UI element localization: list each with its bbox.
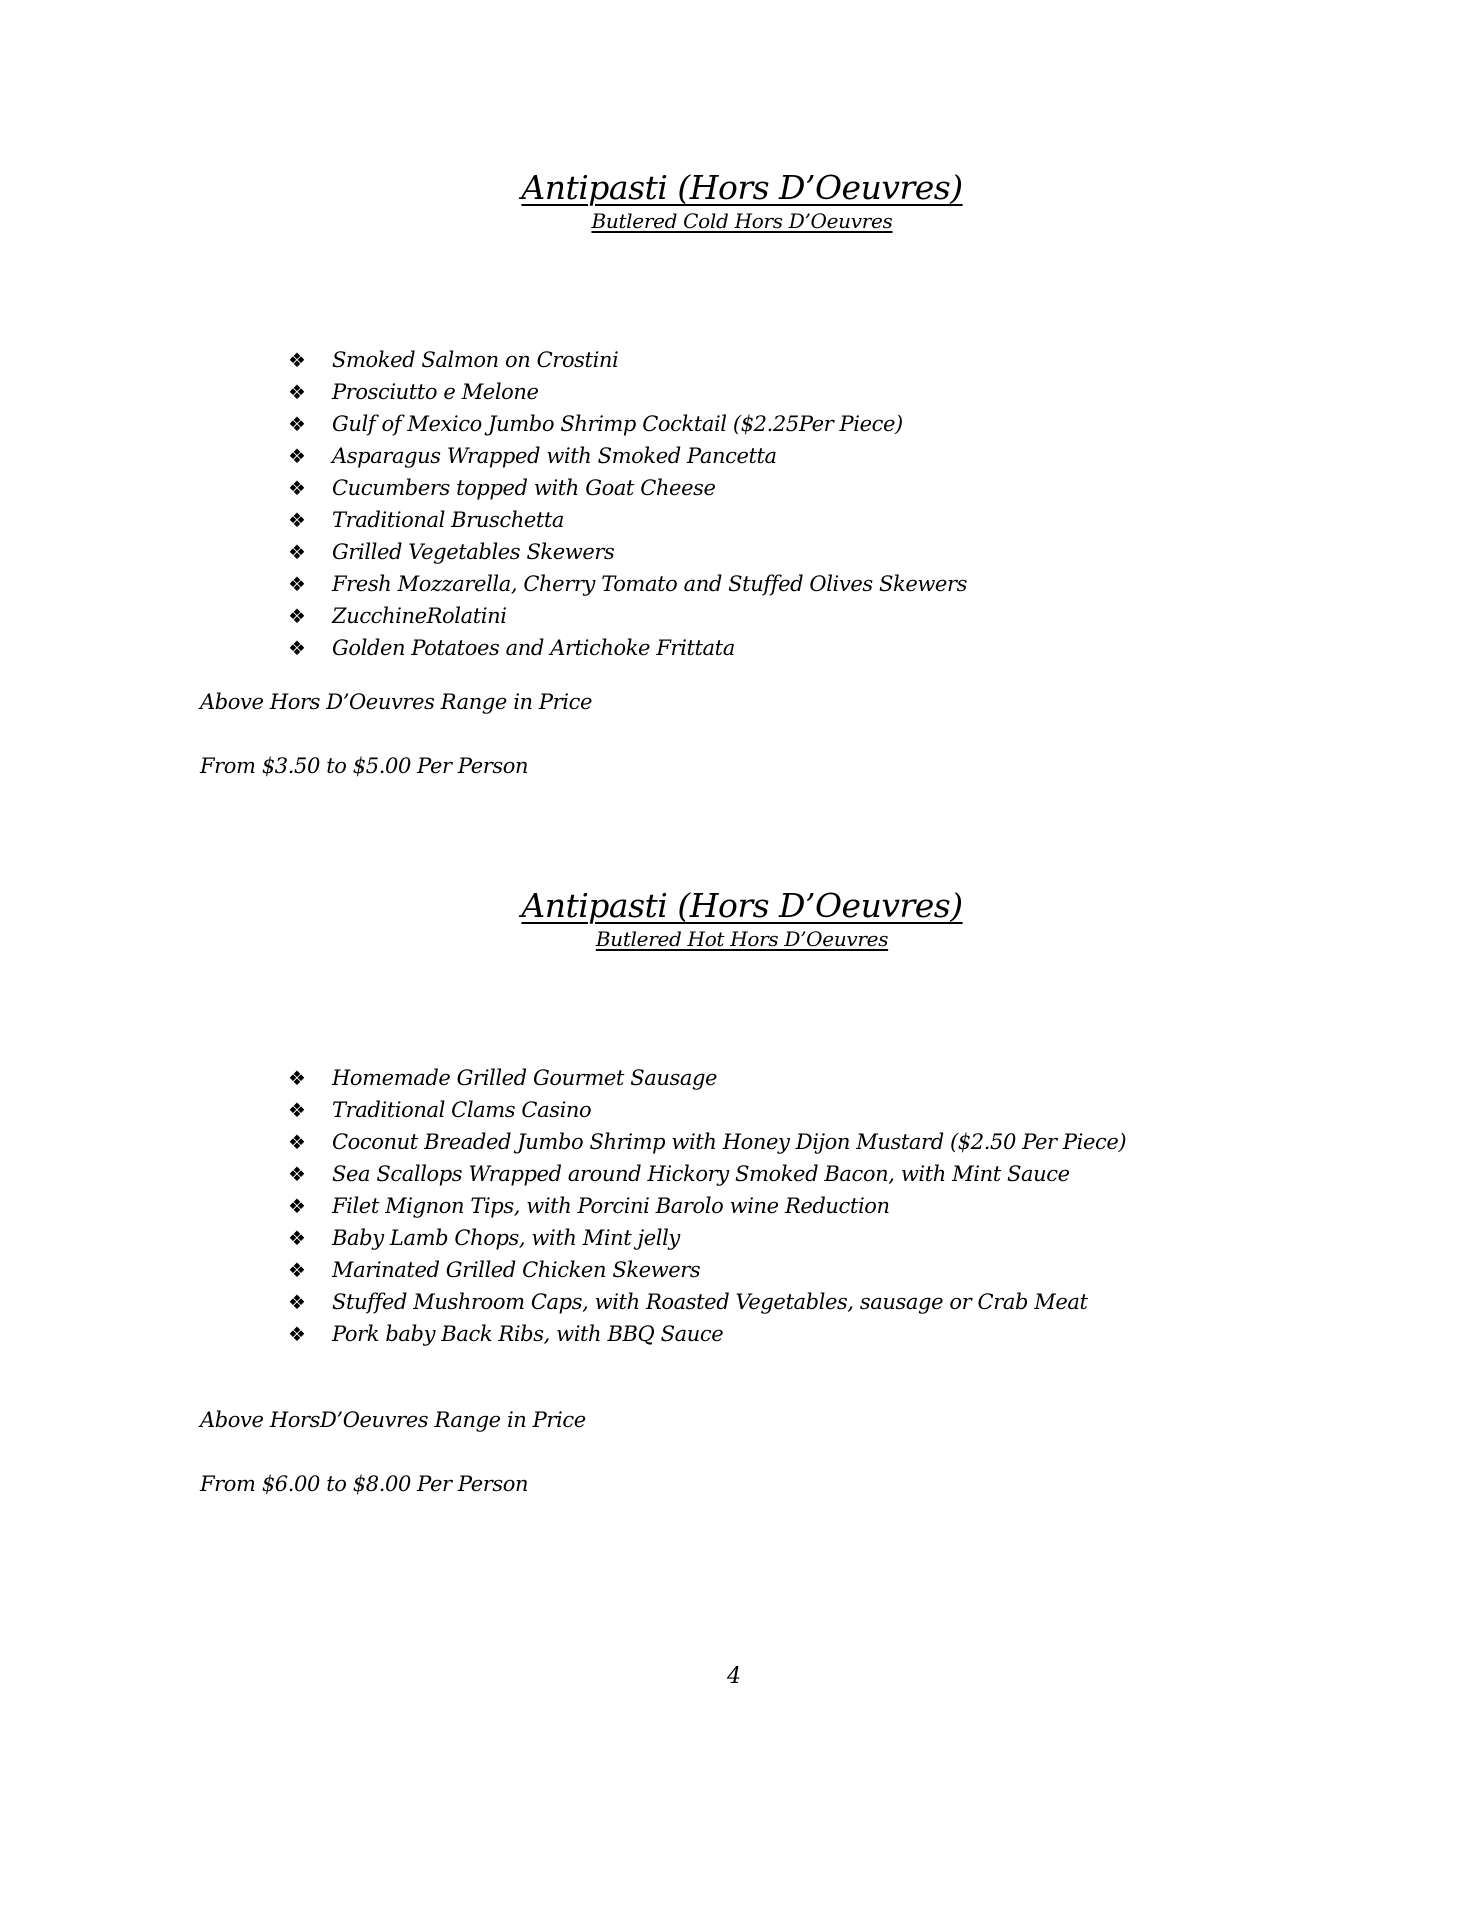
four-diamond-icon: ❖ — [288, 412, 306, 436]
menu-item — [288, 1126, 1126, 1158]
menu-item — [288, 376, 967, 408]
menu-item — [288, 600, 967, 632]
menu-item — [288, 1222, 1126, 1254]
four-diamond-icon: ❖ — [288, 1226, 306, 1250]
four-diamond-icon: ❖ — [288, 1130, 306, 1154]
four-diamond-icon: ❖ — [288, 476, 306, 500]
four-diamond-icon: ❖ — [288, 1290, 306, 1314]
menu-item-label: Sea Scallops Wrapped around Hickory Smoked Bacon, with Mint Sauce — [332, 1162, 1070, 1186]
menu-item — [288, 1094, 1126, 1126]
menu-item — [288, 344, 967, 376]
menu-item-list — [288, 1062, 1126, 1350]
menu-item — [288, 1190, 1126, 1222]
menu-item — [288, 1318, 1126, 1350]
menu-item-label: Golden Potatoes and Artichoke Frittata — [332, 636, 735, 660]
price-range: From $3.50 to $5.00 Per Person — [200, 754, 529, 778]
section-title: Antipasti (Hors D’Oeuvres) — [521, 886, 963, 925]
four-diamond-icon: ❖ — [288, 348, 306, 372]
menu-item — [288, 536, 967, 568]
menu-item — [288, 568, 967, 600]
four-diamond-icon: ❖ — [288, 636, 306, 660]
menu-item-label: Grilled Vegetables Skewers — [332, 540, 615, 564]
menu-item — [288, 1254, 1126, 1286]
menu-item-list — [288, 344, 967, 664]
menu-item — [288, 472, 967, 504]
section-subtitle: Butlered Cold Hors D’Oeuvres — [591, 209, 893, 233]
menu-item — [288, 1062, 1126, 1094]
price-range: From $6.00 to $8.00 Per Person — [200, 1472, 529, 1496]
four-diamond-icon: ❖ — [288, 444, 306, 468]
menu-item-label: Traditional Clams Casino — [332, 1098, 592, 1122]
four-diamond-icon: ❖ — [288, 508, 306, 532]
menu-item — [288, 632, 967, 664]
four-diamond-icon: ❖ — [288, 1194, 306, 1218]
four-diamond-icon: ❖ — [288, 1162, 306, 1186]
four-diamond-icon: ❖ — [288, 572, 306, 596]
menu-item-label: Baby Lamb Chops, with Mint jelly — [332, 1226, 680, 1250]
section-subtitle: Butlered Hot Hors D’Oeuvres — [595, 927, 889, 951]
menu-item — [288, 440, 967, 472]
menu-item-label: Traditional Bruschetta — [332, 508, 565, 532]
menu-item-label: Prosciutto e Melone — [332, 380, 539, 404]
price-note: Above HorsD’Oeuvres Range in Price — [200, 1408, 586, 1432]
menu-item-label: Marinated Grilled Chicken Skewers — [332, 1258, 701, 1282]
menu-item-label: Cucumbers topped with Goat Cheese — [332, 476, 716, 500]
menu-item-label: Pork baby Back Ribs, with BBQ Sauce — [332, 1322, 724, 1346]
menu-item-label: Smoked Salmon on Crostini — [332, 348, 619, 372]
four-diamond-icon: ❖ — [288, 1066, 306, 1090]
menu-item-label: Fresh Mozzarella, Cherry Tomato and Stuffed Olives Skewers — [332, 572, 967, 596]
menu-item-label: Stuffed Mushroom Caps, with Roasted Vegetables, sausage or Crab Meat — [332, 1290, 1088, 1314]
four-diamond-icon: ❖ — [288, 540, 306, 564]
menu-item-label: Homemade Grilled Gourmet Sausage — [332, 1066, 718, 1090]
menu-item — [288, 1158, 1126, 1190]
menu-item-label: Gulf of Mexico Jumbo Shrimp Cocktail ($2.25Per Piece) — [332, 412, 903, 436]
price-note: Above Hors D’Oeuvres Range in Price — [200, 690, 593, 714]
four-diamond-icon: ❖ — [288, 1322, 306, 1346]
section-title: Antipasti (Hors D’Oeuvres) — [521, 168, 963, 207]
four-diamond-icon: ❖ — [288, 1098, 306, 1122]
menu-item-label: Coconut Breaded Jumbo Shrimp with Honey Dijon Mustard ($2.50 Per Piece) — [332, 1130, 1127, 1154]
menu-item-label: Asparagus Wrapped with Smoked Pancetta — [332, 444, 777, 468]
menu-item-label: ZucchineRolatini — [332, 604, 507, 628]
menu-item-label: Filet Mignon Tips, with Porcini Barolo wine Reduction — [332, 1194, 890, 1218]
cold-hors-doeuvres-section — [0, 168, 1484, 778]
menu-item — [288, 408, 967, 440]
menu-item — [288, 1286, 1126, 1318]
four-diamond-icon: ❖ — [288, 1258, 306, 1282]
page-number: 4 — [727, 1664, 741, 1689]
menu-item — [288, 504, 967, 536]
four-diamond-icon: ❖ — [288, 380, 306, 404]
four-diamond-icon: ❖ — [288, 604, 306, 628]
hot-hors-doeuvres-section — [0, 886, 1484, 1496]
